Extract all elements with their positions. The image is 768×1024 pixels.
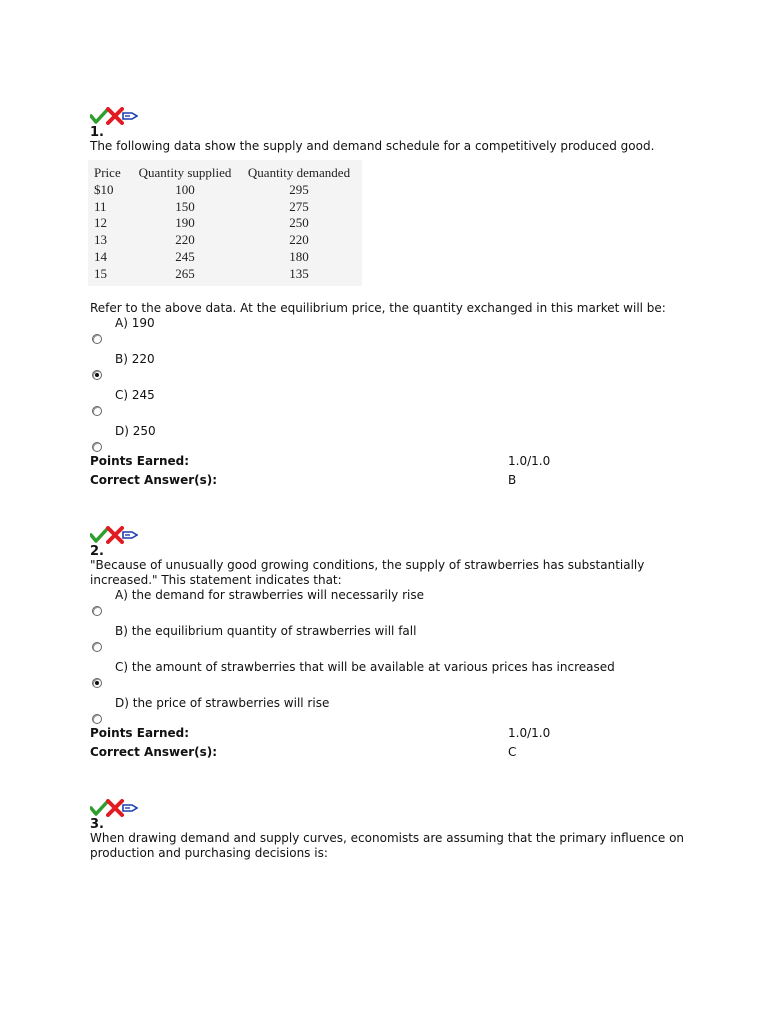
radio-button[interactable] [92, 606, 102, 616]
question-3-status-icons [90, 798, 690, 818]
table-cell: 135 [289, 265, 309, 281]
table-cell: 220 [289, 232, 309, 248]
table-row [94, 266, 360, 283]
table-row [94, 232, 360, 249]
table-cell: 180 [289, 248, 309, 264]
correct-answer-label: Correct Answer(s): [90, 745, 218, 759]
table-cell: 15 [94, 265, 107, 281]
table-cell: 245 [175, 248, 195, 264]
answer-option-d[interactable] [90, 424, 690, 454]
points-earned-value: 1.0/1.0 [508, 726, 551, 740]
option-label: A) the demand for strawberries will necessarily rise [115, 588, 424, 602]
answer-option-b[interactable] [90, 624, 690, 660]
table-row [94, 182, 360, 199]
correct-answer-label: Correct Answer(s): [90, 473, 218, 488]
table-cell: $10 [94, 182, 114, 197]
option-label: C) 245 [115, 388, 155, 403]
option-label: C) the amount of strawberries that will be available at various prices has increased [115, 660, 615, 674]
question-text: "Because of unusually good growing conditions, the supply of strawberries has substantially increased." This statement indicates that: [90, 558, 645, 587]
question-1-status-icons [90, 106, 690, 126]
table-cell: 12 [94, 215, 107, 231]
points-earned-label: Points Earned: [90, 454, 190, 469]
points-earned-row [90, 454, 690, 473]
table-cell: 250 [289, 215, 309, 231]
option-label: A) 190 [115, 316, 155, 331]
question-2-status-icons [90, 525, 690, 545]
option-label: B) 220 [115, 352, 155, 367]
answer-option-d[interactable] [90, 696, 690, 726]
table-header: Quantity supplied [138, 165, 232, 180]
answer-option-c[interactable] [90, 388, 690, 424]
option-label: D) 250 [115, 424, 156, 439]
table-cell: 265 [175, 265, 195, 281]
question-number: 3. [90, 817, 104, 832]
question-text: The following data show the supply and demand schedule for a competitively produced good. [90, 139, 655, 153]
radio-button[interactable] [92, 406, 102, 416]
table-cell: 11 [94, 198, 107, 214]
correct-answer-value: B [508, 473, 517, 488]
table-header: Quantity demanded [247, 165, 351, 180]
table-cell: 150 [175, 198, 195, 214]
table-row [94, 199, 360, 216]
answer-option-b[interactable] [90, 352, 690, 388]
points-earned-row [90, 726, 690, 745]
pencil-icon [122, 529, 138, 541]
correct-answer-value: C [508, 745, 517, 759]
correct-answer-row [90, 745, 690, 764]
answer-option-c[interactable] [90, 660, 690, 696]
question-number: 2. [90, 544, 104, 559]
question-3 [90, 798, 690, 861]
table-cell: 13 [94, 232, 107, 248]
answer-option-a[interactable] [90, 316, 690, 352]
question-number: 1. [90, 125, 104, 140]
question-2 [90, 525, 690, 764]
question-1 [90, 106, 690, 492]
table-cell: 190 [175, 215, 195, 231]
table-cell: 295 [289, 182, 309, 197]
table-cell: 220 [175, 232, 195, 248]
question-prompt: Refer to the above data. At the equilibrium price, the quantity exchanged in this market will be: [90, 301, 666, 316]
points-earned-label: Points Earned: [90, 726, 190, 740]
table-cell: 100 [175, 182, 195, 197]
option-label: D) the price of strawberries will rise [115, 696, 330, 710]
option-label: B) the equilibrium quantity of strawberries will fall [115, 624, 417, 638]
radio-button-selected[interactable] [92, 370, 102, 380]
radio-button[interactable] [92, 442, 102, 452]
table-cell: 14 [94, 248, 107, 264]
supply-demand-table-image [88, 160, 362, 286]
radio-button-selected[interactable] [92, 678, 102, 688]
correct-answer-row [90, 473, 690, 492]
table-header: Price [94, 165, 121, 180]
pencil-icon [122, 110, 138, 122]
points-earned-value: 1.0/1.0 [508, 454, 551, 469]
question-text: When drawing demand and supply curves, economists are assuming that the primary influence on production and purchasing decisions is: [90, 831, 685, 860]
radio-button[interactable] [92, 714, 102, 724]
table-row [94, 249, 360, 266]
answer-option-a[interactable] [90, 588, 690, 624]
pencil-icon [122, 802, 138, 814]
radio-button[interactable] [92, 334, 102, 344]
table-row [94, 215, 360, 232]
radio-button[interactable] [92, 642, 102, 652]
table-cell: 275 [289, 198, 309, 214]
